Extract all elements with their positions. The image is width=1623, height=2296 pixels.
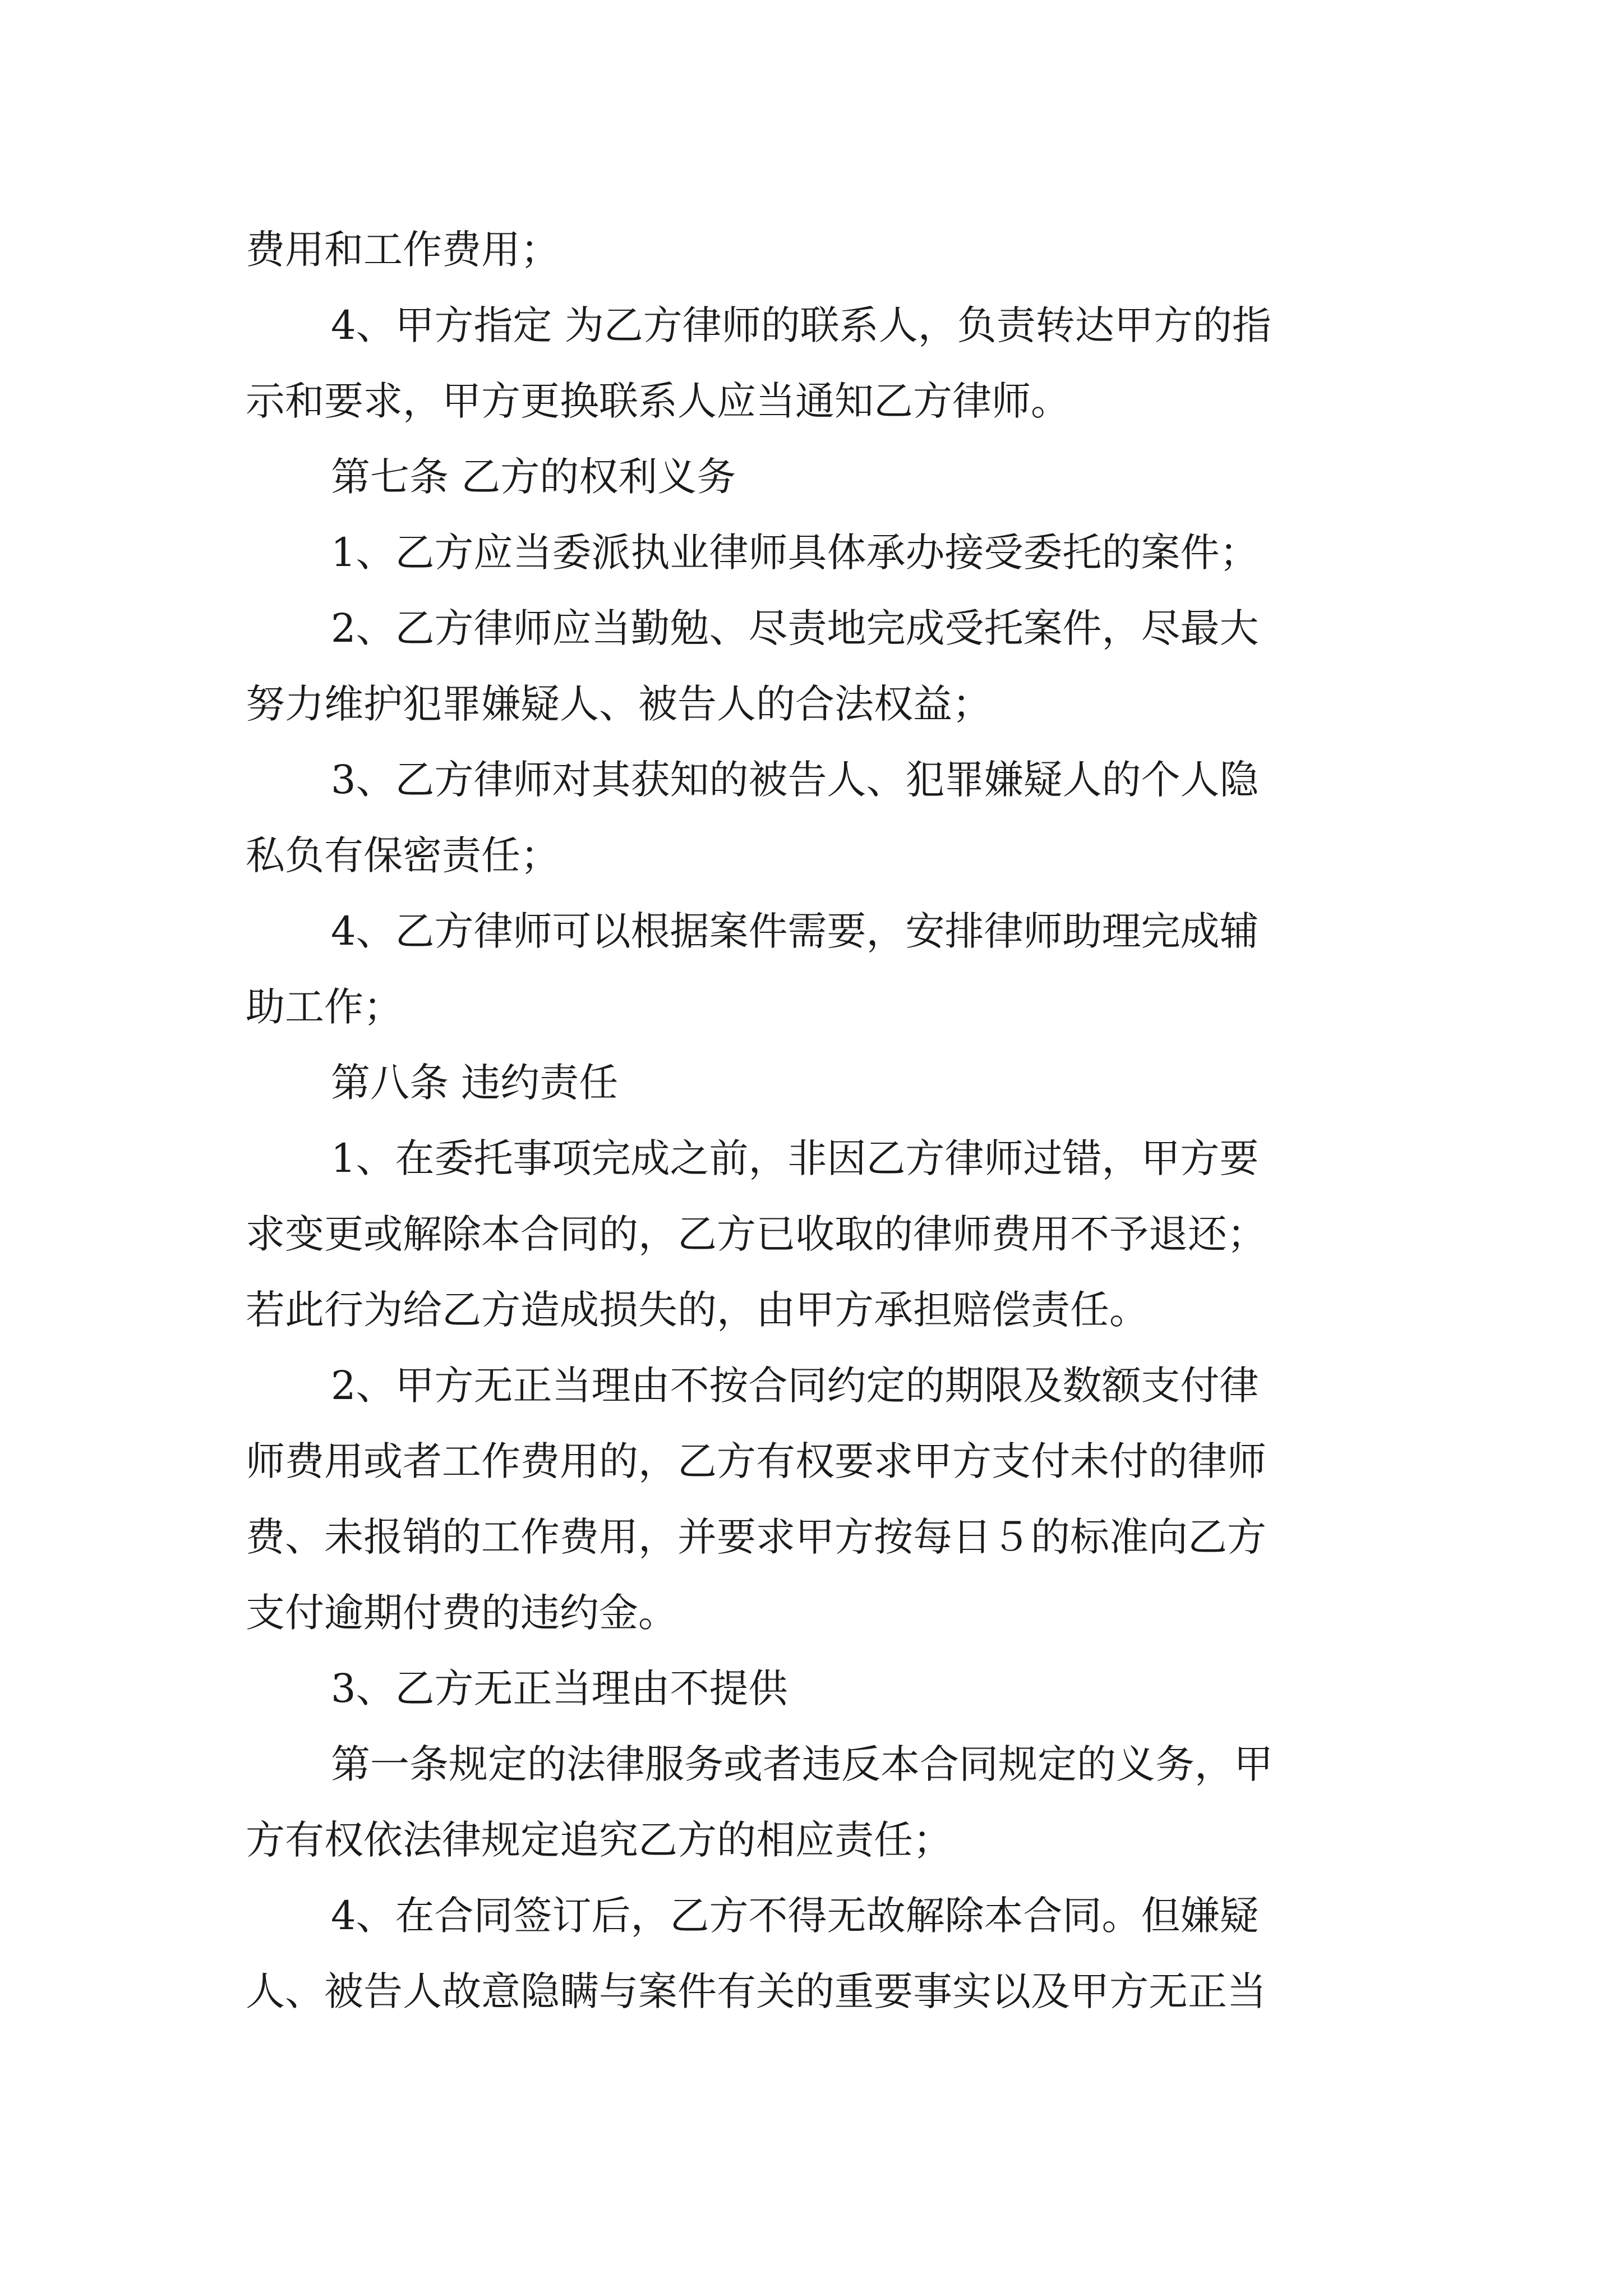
text-line: 私负有保密责任； (246, 832, 560, 878)
text-line: 若此行为给乙方造成损失的，由甲方承担赔偿责任。 (246, 1287, 1149, 1333)
text-line: 示和要求，甲方更换联系人应当通知乙方律师。 (246, 378, 1070, 424)
text-line: 第一条规定的法律服务或者违反本合同规定的义务，甲 (331, 1741, 1273, 1787)
text-line: 支付逾期付费的违约金。 (246, 1590, 677, 1636)
text-line: 1、乙方应当委派执业律师具体承办接受委托的案件； (331, 530, 1259, 576)
text-line: 努力维护犯罪嫌疑人、被告人的合法权益； (246, 681, 992, 727)
text-line: 求变更或解除本合同的，乙方已收取的律师费用不予退还； (246, 1211, 1266, 1257)
section-heading: 第七条 乙方的权利义务 (331, 454, 736, 500)
text-line: 4、甲方指定 为乙方律师的联系人，负责转达甲方的指 (331, 302, 1271, 348)
text-line: 3、乙方无正当理由不提供 (331, 1665, 788, 1711)
text-line: 3、乙方律师对其获知的被告人、犯罪嫌疑人的个人隐 (331, 757, 1259, 803)
section-heading: 第八条 违约责任 (331, 1060, 619, 1106)
text-line: 4、乙方律师可以根据案件需要，安排律师助理完成辅 (331, 908, 1259, 954)
text-line: 人、被告人故意隐瞒与案件有关的重要事实以及甲方无正当 (246, 1968, 1266, 2014)
text-line: 方有权依法律规定追究乙方的相应责任； (246, 1817, 952, 1863)
text-line: 4、在合同签订后，乙方不得无故解除本合同。但嫌疑 (331, 1893, 1259, 1939)
text-line: 费、未报销的工作费用，并要求甲方按每日５的标准向乙方 (246, 1514, 1266, 1560)
text-line: 助工作； (246, 984, 403, 1030)
text-line: 费用和工作费用； (246, 227, 560, 273)
text-line: 1、在委托事项完成之前，非因乙方律师过错，甲方要 (331, 1135, 1259, 1181)
text-line: 2、甲方无正当理由不按合同约定的期限及数额支付律 (331, 1363, 1259, 1409)
text-line: 2、乙方律师应当勤勉、尽责地完成受托案件，尽最大 (331, 605, 1259, 651)
text-line: 师费用或者工作费用的，乙方有权要求甲方支付未付的律师 (246, 1438, 1266, 1484)
